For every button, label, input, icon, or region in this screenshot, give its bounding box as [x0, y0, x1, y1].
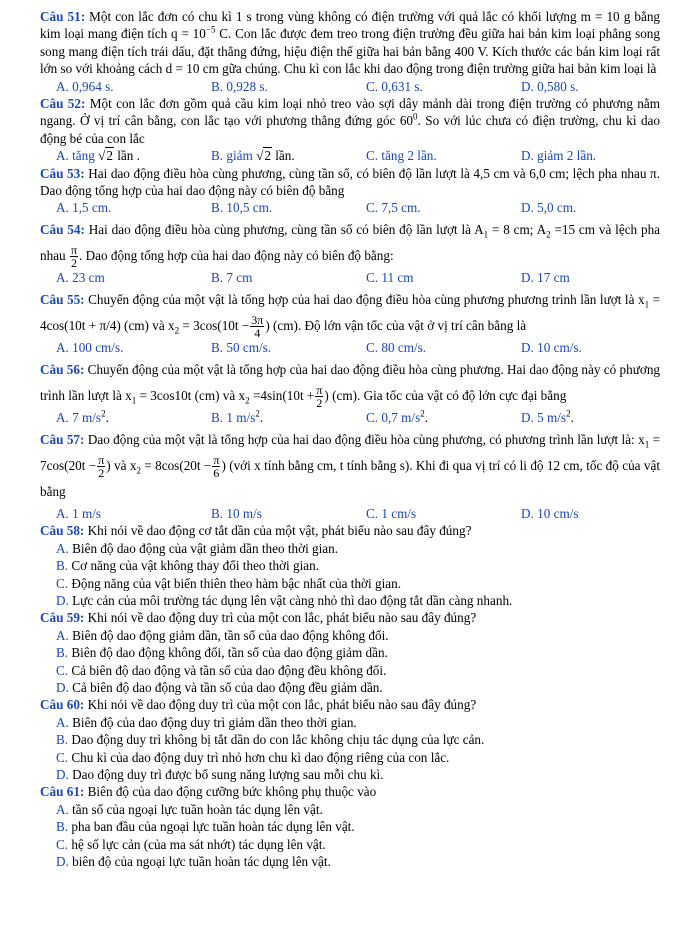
stem-text: . Dao động tổng hợp của hai dao động này có biên độ bằng:	[79, 247, 394, 263]
fraction	[212, 454, 220, 479]
stem-text: Khi nói về dao động duy trì của một con lắc, phát biểu nào sau đây đúng?	[87, 697, 477, 713]
stem-text: Biên độ của dao động cưỡng bức không phụ thuộc vào	[87, 784, 377, 800]
stem-text: Chuyển động của một vật là tổng hợp của hai dao động điều hòa cùng phương. Hai dao động này có phương trình lần lượt là x	[40, 361, 661, 403]
option-letter: B.	[56, 819, 69, 835]
subscript: 2	[174, 325, 180, 336]
denominator: 2	[70, 256, 77, 271]
stem-text: =15 cm và lệch pha nhau	[40, 221, 661, 263]
stem-text: Khi nói về dao động cơ tắt dần của một vật, phát biểu nào sau đây đúng?	[87, 523, 472, 539]
question-58	[40, 522, 660, 609]
option-c[interactable]: C. 1 cm/s	[366, 505, 417, 521]
stem-text: = 3cos10t (cm) và x	[136, 387, 246, 403]
option-letter: B.	[56, 732, 69, 748]
question-stem	[40, 287, 660, 339]
option-b[interactable]: B. 10,5 cm.	[211, 200, 273, 216]
stem-text: Hai dao động điều hòa cùng phương, cùng tần số, có biên độ lần lượt là 4,5 cm và 6,0 cm; lệch pha nhau π. Dao động tổng hợp của hai dao động này có biên độ bằng	[40, 165, 661, 199]
option-text: hệ số lực cản (của ma sát nhớt) tác dụng lên vật.	[71, 836, 326, 852]
option-text: Chu kì của dao động duy trì nhỏ hơn chu kì dao động riêng của con lắc.	[71, 749, 450, 765]
option-d[interactable]: D. 10 cm/s.	[521, 340, 582, 356]
numerator: π	[98, 452, 105, 467]
question-number: Câu 58:	[40, 523, 85, 539]
option-b[interactable]: B. 50 cm/s.	[211, 340, 272, 356]
fraction	[250, 314, 264, 339]
option-text: Biên độ của dao động duy trì giảm dần theo thời gian.	[72, 714, 357, 730]
option-c[interactable]: C. 11 cm	[366, 270, 414, 286]
question-57	[40, 427, 660, 523]
question-number: Câu 51:	[40, 9, 86, 24]
option-letter: C.	[56, 662, 69, 678]
stem-text: = 8 cm; A	[488, 221, 547, 237]
option-text: Dao động duy trì được bổ sung năng lượng sau mỗi chu kì.	[72, 767, 384, 783]
stem-text: = 4cos(10t + π/4) (cm) và x	[40, 291, 661, 333]
option-b[interactable]	[40, 731, 660, 748]
question-60	[40, 696, 660, 783]
stem-text: Khi nói về dao động duy trì của một con lắc, phát biểu nào sau đây đúng?	[87, 610, 477, 626]
answer-options	[40, 147, 660, 164]
option-letter: A.	[56, 540, 69, 556]
option-c[interactable]: C. 7,5 cm.	[366, 200, 421, 216]
question-stem	[40, 357, 660, 409]
fraction	[97, 454, 105, 479]
option-letter: C.	[56, 836, 69, 852]
answer-options	[40, 540, 660, 610]
option-c[interactable]	[40, 662, 660, 679]
option-c[interactable]: C. 0,7 $m/s^2$.	[366, 408, 429, 426]
option-text: Biên độ dao động không đổi, tần số của dao động giảm dần.	[71, 645, 388, 661]
option-a[interactable]	[40, 147, 195, 164]
fraction	[315, 384, 323, 409]
question-51	[40, 8, 660, 95]
option-letter: D.	[56, 767, 69, 783]
option-text: tần số của ngoại lực tuần hoàn tác dụng lên vật.	[72, 801, 323, 817]
numerator: π	[70, 243, 77, 258]
sqrt-symbol: √2	[256, 148, 271, 164]
answer-options	[40, 269, 660, 286]
question-56	[40, 357, 660, 427]
option-d[interactable]	[40, 679, 660, 696]
option-a[interactable]	[40, 540, 660, 557]
answer-options	[40, 627, 660, 697]
option-a[interactable]: A. 0,964 s.	[56, 78, 114, 94]
option-d[interactable]: D. 5 $m/s^2$.	[521, 408, 574, 426]
stem-text: C. Con lắc được đem treo trong điện trường đều giữa hai bản kim loại phẳng song song mang điện tích trái dấu, đặt thẳng đứng, hiệu điện thế giữa hai bản bằng 400 V. Kích thước các bản kim loại rất lớn so với khoảng cách d = 10 cm gữa chúng. Chu kì con lắc khi dao động trong điện trường giữa hai bản kim loại là	[40, 26, 660, 77]
stem-text: Chuyển động của một vật là tổng hợp của hai dao động điều hòa cùng phương phương trình lần lượt là x	[88, 291, 645, 307]
option-a[interactable]	[40, 801, 660, 818]
exponent: 2	[101, 408, 106, 419]
question-number: Câu 59:	[40, 610, 85, 626]
question-stem	[40, 427, 660, 505]
sqrt-symbol: √2	[98, 148, 113, 164]
stem-text: ) (với x tính bằng cm, t tính bằng s). Khi đi qua vị trí có li độ 12 cm, tốc độ của vật bằng	[40, 457, 661, 499]
question-59	[40, 609, 660, 696]
question-stem	[40, 696, 660, 713]
answer-options	[40, 801, 660, 871]
question-stem	[40, 783, 660, 800]
option-c[interactable]	[40, 836, 660, 853]
option-text: B. 1 m/s	[211, 410, 256, 426]
option-text: D. 5 m/s	[521, 410, 567, 426]
question-number: Câu 55:	[40, 291, 85, 307]
option-text: Động năng của vật biến thiên theo hàm bậc nhất của thời gian.	[71, 575, 401, 591]
option-a[interactable]: A. 23 cm	[56, 270, 105, 286]
question-number: Câu 57:	[40, 431, 85, 447]
option-text: Dao động duy trì không bị tắt dần do con lắc không chịu tác dụng của lực cản.	[71, 732, 485, 748]
question-stem	[40, 165, 660, 200]
question-61	[40, 783, 660, 870]
stem-text: Dao động của một vật là tổng hợp của hai dao động điều hòa cùng phương, có phương trình lần lượt là: x	[87, 431, 645, 447]
subscript: 1	[644, 299, 650, 310]
option-d[interactable]	[40, 853, 660, 870]
denominator: 2	[98, 465, 105, 480]
denominator: 2	[316, 396, 323, 411]
option-b[interactable]	[40, 644, 660, 661]
numerator: 3π	[251, 313, 264, 328]
option-c[interactable]	[40, 575, 660, 592]
stem-text: ) và x	[106, 457, 137, 473]
option-text: C. 0,7 m/s	[366, 410, 421, 426]
option-d[interactable]: D. 17 cm	[521, 270, 570, 286]
option-b[interactable]: B. 10 m/s	[211, 505, 262, 521]
option-text: Lực cản của môi trường tác dụng lên vật càng nhỏ thì dao động tắt dần càng nhanh.	[72, 593, 513, 608]
option-letter: D.	[56, 854, 69, 870]
option-a[interactable]: A. 100 cm/s.	[56, 340, 124, 356]
option-b[interactable]	[195, 147, 350, 164]
question-number: Câu 61:	[40, 784, 85, 800]
subscript: 1	[483, 229, 489, 240]
option-a[interactable]	[40, 714, 660, 731]
answer-options	[40, 199, 660, 216]
radicand: 2	[264, 148, 271, 164]
subscript: 2	[546, 229, 551, 240]
option-c[interactable]: C. 80 cm/s.	[366, 340, 427, 356]
option-text: lần.	[275, 148, 295, 164]
option-b[interactable]: B. 1 $m/s^2$.	[211, 408, 264, 426]
question-52	[40, 95, 660, 165]
subscript: 2	[136, 465, 141, 476]
question-stem	[40, 609, 660, 626]
stem-text: =4sin(10t +	[249, 387, 315, 403]
numerator: π	[213, 452, 220, 467]
question-number: Câu 60:	[40, 697, 85, 713]
option-letter: B.	[56, 558, 69, 574]
question-number: Câu 53:	[40, 165, 85, 181]
stem-text: = 3cos(10t −	[179, 317, 250, 333]
option-text: Cơ năng của vật không thay đổi theo thời gian.	[71, 558, 320, 574]
question-stem	[40, 8, 660, 78]
stem-text: ) (cm). Độ lớn vận tốc của vật ở vị trí cân bằng là	[265, 317, 527, 333]
option-c[interactable]: C. tăng 2 lần.	[366, 148, 437, 164]
question-stem	[40, 522, 660, 539]
question-53	[40, 165, 660, 217]
answer-options	[40, 78, 660, 95]
option-c[interactable]	[40, 749, 660, 766]
option-a[interactable]: A. 7 $m/s^2$.	[56, 408, 109, 426]
question-stem	[40, 217, 660, 269]
exponent: −5	[205, 25, 216, 36]
option-text: lần .	[117, 148, 140, 164]
answer-options	[40, 339, 660, 356]
option-text: Cả biên độ dao động và tần số của dao động đều giảm dần.	[72, 680, 383, 696]
option-text: Biên độ dao động giảm dần, tần số của dao động không đổi.	[72, 627, 389, 643]
option-letter: D.	[56, 680, 69, 696]
option-text: Cả biên độ dao động và tần số của dao động đều không đổi.	[71, 662, 387, 678]
question-number: Câu 54:	[40, 221, 85, 237]
option-b[interactable]	[40, 818, 660, 835]
option-a[interactable]	[40, 627, 660, 644]
exponent: 2	[566, 408, 571, 419]
question-stem	[40, 95, 660, 147]
stem-text: = 7cos(20t −	[40, 431, 661, 473]
option-a[interactable]: A. 1,5 cm.	[56, 200, 112, 216]
option-letter: A.	[56, 801, 69, 817]
option-d[interactable]: D. 5,0 cm.	[521, 200, 577, 216]
question-number: Câu 56:	[40, 361, 85, 377]
radicand: 2	[106, 148, 113, 164]
answer-options	[40, 409, 660, 426]
subscript: 2	[245, 395, 250, 406]
option-text: pha ban đầu của ngoại lực tuần hoàn tác dụng lên vật.	[71, 819, 355, 835]
exponent: 2	[255, 408, 260, 419]
option-b[interactable]: B. 7 cm	[211, 270, 253, 286]
option-c[interactable]: C. 0,631 s.	[366, 78, 423, 94]
option-letter: C.	[56, 575, 69, 591]
option-d[interactable]	[40, 592, 660, 609]
option-d[interactable]	[40, 766, 660, 783]
option-text: Biên độ dao động của vật giảm dần theo thời gian.	[72, 540, 339, 556]
question-number: Câu 52:	[40, 96, 86, 112]
stem-text: Một con lắc đơn gồm quả cầu kim loại nhỏ treo vào sợi dây mảnh dài trong điện trường có phương nằm ngang. Ở vị trí cân bằng, con lắc tạo với phương thẳng đứng góc 60	[40, 96, 660, 129]
denominator: 4	[254, 326, 261, 341]
option-letter: C.	[56, 749, 69, 765]
stem-text: = 8cos(20t −	[140, 457, 212, 473]
option-text: biên độ của ngoại lực tuần hoàn tác dụng lên vật.	[72, 854, 331, 870]
option-letter: A.	[56, 714, 69, 730]
exponent: 0	[413, 112, 418, 123]
option-text: A. tăng	[56, 148, 95, 164]
fraction	[70, 244, 78, 269]
option-b[interactable]	[40, 557, 660, 574]
option-text: A. 7 m/s	[56, 410, 102, 426]
stem-text: Hai dao động điều hòa cùng phương, cùng tần số có biên độ lần lượt là A	[88, 221, 484, 237]
question-54	[40, 217, 660, 287]
subscript: 1	[644, 439, 650, 450]
stem-text: ) (cm). Gia tốc của vật có độ lớn cực đại bằng	[324, 387, 567, 403]
option-letter: B.	[56, 645, 69, 661]
option-d[interactable]: D. 0,580 s.	[521, 78, 579, 94]
stem-text: Một con lắc đơn có chu kì 1 s trong vùng không có điện trường với quả lắc có khối lượng m = 10 g bằng kim loại mang điện tích q = 10	[40, 9, 661, 42]
exponent: 2	[420, 408, 425, 419]
option-letter: A.	[56, 627, 69, 643]
denominator: 6	[213, 465, 220, 480]
answer-options	[40, 714, 660, 784]
option-letter: D.	[56, 593, 69, 608]
question-55	[40, 287, 660, 357]
stem-text: . So với lúc chưa có điện trường, chu kì dao động bé của con lắc	[40, 113, 660, 146]
answer-options	[40, 505, 660, 522]
option-a[interactable]: A. 1 m/s	[56, 505, 102, 521]
option-d[interactable]: D. 10 cm/s	[521, 505, 579, 521]
option-b[interactable]: B. 0,928 s.	[211, 78, 268, 94]
option-text: B. giảm	[211, 148, 253, 164]
option-d[interactable]: D. giảm 2 lần.	[521, 148, 597, 164]
subscript: 1	[131, 395, 137, 406]
numerator: π	[316, 383, 323, 398]
